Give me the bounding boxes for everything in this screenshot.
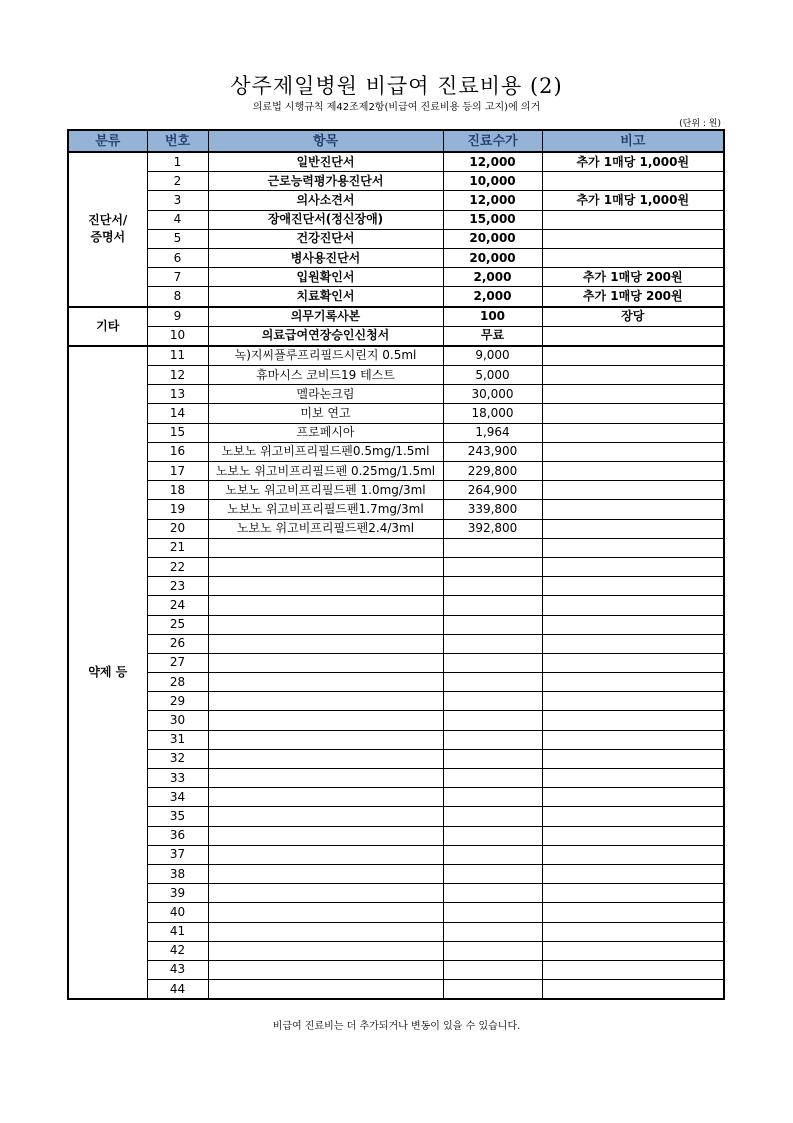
item-name: 녹)지씨플루프리필드시린지 0.5ml bbox=[208, 346, 443, 366]
item-name: 입원확인서 bbox=[208, 268, 443, 287]
table-row bbox=[68, 326, 724, 346]
item-note bbox=[542, 749, 724, 768]
table-row bbox=[68, 730, 724, 749]
row-number: 29 bbox=[147, 692, 208, 711]
table-row bbox=[68, 864, 724, 883]
row-number: 35 bbox=[147, 807, 208, 826]
item-note bbox=[542, 941, 724, 960]
table-row bbox=[68, 287, 724, 307]
item-price: 339,800 bbox=[443, 500, 542, 519]
table-row bbox=[68, 172, 724, 191]
table-row bbox=[68, 404, 724, 423]
item-price bbox=[443, 673, 542, 692]
table-row bbox=[68, 826, 724, 845]
row-number: 14 bbox=[147, 404, 208, 423]
row-number: 44 bbox=[147, 980, 208, 1000]
table-row bbox=[68, 442, 724, 461]
table-row bbox=[68, 229, 724, 248]
table-row bbox=[68, 519, 724, 538]
item-name: 노보노 위고비프리필드펜2.4/3ml bbox=[208, 519, 443, 538]
row-number: 39 bbox=[147, 884, 208, 903]
item-price: 15,000 bbox=[443, 210, 542, 229]
item-name bbox=[208, 884, 443, 903]
row-number: 3 bbox=[147, 191, 208, 210]
item-name bbox=[208, 807, 443, 826]
item-note bbox=[542, 864, 724, 883]
item-note bbox=[542, 557, 724, 576]
item-price bbox=[443, 692, 542, 711]
item-price bbox=[443, 596, 542, 615]
item-name bbox=[208, 864, 443, 883]
table-row bbox=[68, 248, 724, 267]
row-number: 25 bbox=[147, 615, 208, 634]
row-number: 21 bbox=[147, 538, 208, 557]
item-name: 의사소견서 bbox=[208, 191, 443, 210]
item-name bbox=[208, 596, 443, 615]
item-note bbox=[542, 673, 724, 692]
item-name bbox=[208, 730, 443, 749]
table-row bbox=[68, 577, 724, 596]
item-price: 2,000 bbox=[443, 287, 542, 307]
item-note: 장당 bbox=[542, 307, 724, 327]
row-number: 27 bbox=[147, 653, 208, 672]
item-name bbox=[208, 960, 443, 979]
item-note bbox=[542, 366, 724, 385]
item-price: 229,800 bbox=[443, 462, 542, 481]
table-row bbox=[68, 692, 724, 711]
table-row bbox=[68, 941, 724, 960]
item-name: 장애진단서(정신장애) bbox=[208, 210, 443, 229]
item-price: 5,000 bbox=[443, 366, 542, 385]
table-row bbox=[68, 884, 724, 903]
item-price: 392,800 bbox=[443, 519, 542, 538]
table-row bbox=[68, 653, 724, 672]
item-price bbox=[443, 922, 542, 941]
category-cell: 약제 등 bbox=[68, 346, 147, 999]
item-note bbox=[542, 980, 724, 1000]
item-name bbox=[208, 922, 443, 941]
row-number: 34 bbox=[147, 788, 208, 807]
category-cell: 기타 bbox=[68, 307, 147, 346]
item-note bbox=[542, 845, 724, 864]
table-row bbox=[68, 210, 724, 229]
item-note: 추가 1매당 200원 bbox=[542, 268, 724, 287]
item-price bbox=[443, 826, 542, 845]
table-row bbox=[68, 307, 724, 327]
item-price bbox=[443, 577, 542, 596]
item-note bbox=[542, 326, 724, 346]
item-note bbox=[542, 500, 724, 519]
row-number: 41 bbox=[147, 922, 208, 941]
item-note: 추가 1매당 1,000원 bbox=[542, 191, 724, 210]
row-number: 30 bbox=[147, 711, 208, 730]
item-name bbox=[208, 673, 443, 692]
row-number: 22 bbox=[147, 557, 208, 576]
item-price bbox=[443, 845, 542, 864]
table-row bbox=[68, 922, 724, 941]
page-subtitle: 의료법 시행규칙 제42조제2항(비급여 진료비용 등의 고지)에 의거 bbox=[252, 102, 541, 113]
item-price bbox=[443, 711, 542, 730]
item-price bbox=[443, 557, 542, 576]
item-price: 18,000 bbox=[443, 404, 542, 423]
header-category: 분류 bbox=[68, 130, 147, 152]
table-row bbox=[68, 500, 724, 519]
item-name bbox=[208, 845, 443, 864]
row-number: 24 bbox=[147, 596, 208, 615]
item-name bbox=[208, 634, 443, 653]
row-number: 4 bbox=[147, 210, 208, 229]
item-note bbox=[542, 615, 724, 634]
item-price bbox=[443, 769, 542, 788]
item-note bbox=[542, 462, 724, 481]
table-row bbox=[68, 615, 724, 634]
header-price: 진료수가 bbox=[443, 130, 542, 152]
table-header-row bbox=[68, 130, 724, 152]
row-number: 20 bbox=[147, 519, 208, 538]
item-price: 243,900 bbox=[443, 442, 542, 461]
row-number: 15 bbox=[147, 423, 208, 442]
item-price: 12,000 bbox=[443, 191, 542, 210]
row-number: 16 bbox=[147, 442, 208, 461]
page-title: 상주제일병원 비급여 진료비용 (2) bbox=[230, 74, 563, 98]
item-name bbox=[208, 538, 443, 557]
table-row bbox=[68, 538, 724, 557]
item-name: 의무기록사본 bbox=[208, 307, 443, 327]
item-price bbox=[443, 615, 542, 634]
item-price: 100 bbox=[443, 307, 542, 327]
row-number: 18 bbox=[147, 481, 208, 500]
item-price bbox=[443, 960, 542, 979]
table-row bbox=[68, 903, 724, 922]
item-name: 병사용진단서 bbox=[208, 248, 443, 267]
item-note bbox=[542, 884, 724, 903]
item-note bbox=[542, 960, 724, 979]
item-note bbox=[542, 903, 724, 922]
item-price: 20,000 bbox=[443, 229, 542, 248]
row-number: 6 bbox=[147, 248, 208, 267]
item-name bbox=[208, 711, 443, 730]
item-name bbox=[208, 653, 443, 672]
row-number: 17 bbox=[147, 462, 208, 481]
unit-label: (단위 : 원) bbox=[679, 119, 721, 129]
table-row bbox=[68, 346, 724, 366]
item-name bbox=[208, 749, 443, 768]
table-row bbox=[68, 788, 724, 807]
row-number: 42 bbox=[147, 941, 208, 960]
item-price bbox=[443, 980, 542, 1000]
table-row bbox=[68, 481, 724, 500]
item-note bbox=[542, 634, 724, 653]
row-number: 13 bbox=[147, 385, 208, 404]
item-price: 20,000 bbox=[443, 248, 542, 267]
header-note: 비고 bbox=[542, 130, 724, 152]
item-price: 1,964 bbox=[443, 423, 542, 442]
item-note bbox=[542, 481, 724, 500]
item-price bbox=[443, 730, 542, 749]
header-item: 항목 bbox=[208, 130, 443, 152]
item-price bbox=[443, 749, 542, 768]
item-note bbox=[542, 653, 724, 672]
row-number: 32 bbox=[147, 749, 208, 768]
table-row bbox=[68, 366, 724, 385]
table-row bbox=[68, 385, 724, 404]
item-price bbox=[443, 903, 542, 922]
row-number: 36 bbox=[147, 826, 208, 845]
row-number: 5 bbox=[147, 229, 208, 248]
row-number: 8 bbox=[147, 287, 208, 307]
item-price bbox=[443, 941, 542, 960]
item-note bbox=[542, 711, 724, 730]
item-note bbox=[542, 519, 724, 538]
item-name: 노보노 위고비프리필드펜 1.0mg/3ml bbox=[208, 481, 443, 500]
header-no: 번호 bbox=[147, 130, 208, 152]
table-row bbox=[68, 960, 724, 979]
item-note bbox=[542, 730, 724, 749]
item-note bbox=[542, 538, 724, 557]
item-price: 무료 bbox=[443, 326, 542, 346]
item-name: 일반진단서 bbox=[208, 152, 443, 172]
item-note bbox=[542, 248, 724, 267]
table-row bbox=[68, 191, 724, 210]
item-name bbox=[208, 980, 443, 1000]
item-name: 노보노 위고비프리필드펜0.5mg/1.5ml bbox=[208, 442, 443, 461]
item-name bbox=[208, 692, 443, 711]
item-name: 프로페시아 bbox=[208, 423, 443, 442]
item-price: 30,000 bbox=[443, 385, 542, 404]
item-name: 치료확인서 bbox=[208, 287, 443, 307]
item-note: 추가 1매당 200원 bbox=[542, 287, 724, 307]
table-row bbox=[68, 980, 724, 1000]
fee-table bbox=[67, 129, 725, 1000]
row-number: 43 bbox=[147, 960, 208, 979]
item-price: 10,000 bbox=[443, 172, 542, 191]
item-price bbox=[443, 634, 542, 653]
item-name bbox=[208, 788, 443, 807]
footer-note: 비급여 진료비는 더 추가되거나 변동이 있을 수 있습니다. bbox=[272, 1021, 521, 1032]
row-number: 28 bbox=[147, 673, 208, 692]
item-note: 추가 1매당 1,000원 bbox=[542, 152, 724, 172]
table-row bbox=[68, 268, 724, 287]
item-note bbox=[542, 229, 724, 248]
table-row bbox=[68, 673, 724, 692]
item-note bbox=[542, 807, 724, 826]
item-name: 멜라논크림 bbox=[208, 385, 443, 404]
item-price bbox=[443, 538, 542, 557]
row-number: 33 bbox=[147, 769, 208, 788]
item-name bbox=[208, 826, 443, 845]
table-row bbox=[68, 634, 724, 653]
item-note bbox=[542, 442, 724, 461]
item-note bbox=[542, 596, 724, 615]
fee-table-body bbox=[68, 152, 724, 999]
item-price bbox=[443, 807, 542, 826]
category-cell: 진단서/ 증명서 bbox=[68, 152, 147, 307]
item-note bbox=[542, 404, 724, 423]
item-name bbox=[208, 577, 443, 596]
item-price bbox=[443, 788, 542, 807]
item-name bbox=[208, 903, 443, 922]
item-price: 12,000 bbox=[443, 152, 542, 172]
row-number: 37 bbox=[147, 845, 208, 864]
row-number: 7 bbox=[147, 268, 208, 287]
table-row bbox=[68, 845, 724, 864]
row-number: 9 bbox=[147, 307, 208, 327]
item-note bbox=[542, 788, 724, 807]
item-name bbox=[208, 615, 443, 634]
item-note bbox=[542, 769, 724, 788]
table-row bbox=[68, 462, 724, 481]
table-row bbox=[68, 152, 724, 172]
item-name: 미보 연고 bbox=[208, 404, 443, 423]
row-number: 40 bbox=[147, 903, 208, 922]
row-number: 11 bbox=[147, 346, 208, 366]
item-name: 건강진단서 bbox=[208, 229, 443, 248]
table-row bbox=[68, 596, 724, 615]
item-name: 휴마시스 코비드19 테스트 bbox=[208, 366, 443, 385]
item-note bbox=[542, 385, 724, 404]
item-note bbox=[542, 423, 724, 442]
item-price bbox=[443, 864, 542, 883]
item-note bbox=[542, 210, 724, 229]
row-number: 10 bbox=[147, 326, 208, 346]
item-note bbox=[542, 346, 724, 366]
row-number: 1 bbox=[147, 152, 208, 172]
item-note bbox=[542, 692, 724, 711]
table-row bbox=[68, 769, 724, 788]
item-note bbox=[542, 172, 724, 191]
item-price bbox=[443, 653, 542, 672]
item-note bbox=[542, 922, 724, 941]
item-price: 9,000 bbox=[443, 346, 542, 366]
table-row bbox=[68, 423, 724, 442]
item-name bbox=[208, 769, 443, 788]
table-row bbox=[68, 749, 724, 768]
item-name bbox=[208, 557, 443, 576]
table-row bbox=[68, 807, 724, 826]
item-name bbox=[208, 941, 443, 960]
row-number: 23 bbox=[147, 577, 208, 596]
item-note bbox=[542, 826, 724, 845]
item-name: 근로능력평가용진단서 bbox=[208, 172, 443, 191]
row-number: 19 bbox=[147, 500, 208, 519]
item-price: 264,900 bbox=[443, 481, 542, 500]
item-price: 2,000 bbox=[443, 268, 542, 287]
item-note bbox=[542, 577, 724, 596]
item-price bbox=[443, 884, 542, 903]
row-number: 2 bbox=[147, 172, 208, 191]
row-number: 38 bbox=[147, 864, 208, 883]
row-number: 31 bbox=[147, 730, 208, 749]
item-name: 노보노 위고비프리필드펜 0.25mg/1.5ml bbox=[208, 462, 443, 481]
table-row bbox=[68, 557, 724, 576]
item-name: 노보노 위고비프리필드펜1.7mg/3ml bbox=[208, 500, 443, 519]
row-number: 12 bbox=[147, 366, 208, 385]
row-number: 26 bbox=[147, 634, 208, 653]
item-name: 의료급여연장승인신청서 bbox=[208, 326, 443, 346]
table-row bbox=[68, 711, 724, 730]
